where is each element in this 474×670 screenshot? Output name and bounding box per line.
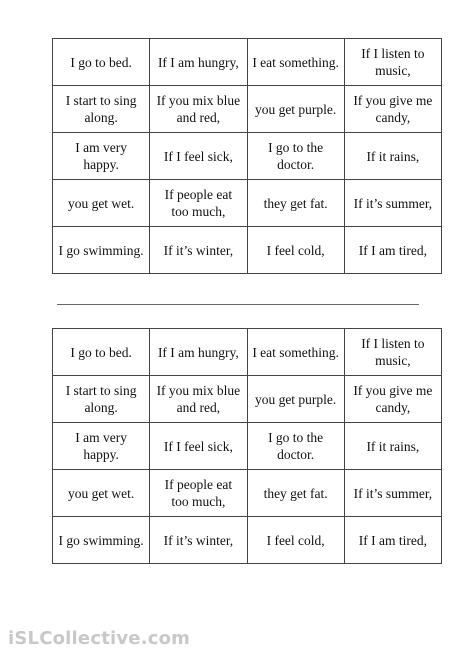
- card-text: I am very happy.: [75, 430, 127, 462]
- card-cell: [247, 423, 344, 470]
- card-cell: [247, 86, 344, 133]
- card-cell: [344, 376, 441, 423]
- cut-line: [57, 304, 419, 305]
- card-text: If I am hungry,: [157, 54, 239, 70]
- card-text: If I feel sick,: [163, 148, 233, 164]
- card-row: [53, 39, 442, 86]
- card-text: If you give me candy,: [353, 93, 433, 125]
- card-cell: [150, 470, 247, 517]
- card-text: If you give me candy,: [353, 383, 433, 415]
- card-text: If it’s winter,: [163, 242, 234, 258]
- card-text: I feel cold,: [266, 532, 325, 548]
- card-cell: [150, 133, 247, 180]
- card-grid-bottom: [53, 329, 442, 564]
- card-text: I eat something.: [252, 54, 339, 70]
- card-cell: [247, 470, 344, 517]
- card-text: I go to the doctor.: [268, 140, 324, 172]
- card-text: If I listen to music,: [361, 336, 425, 368]
- card-text: they get fat.: [263, 485, 328, 501]
- card-text: you get wet.: [67, 485, 135, 501]
- card-text: If I am tired,: [358, 242, 427, 258]
- card-cell: [344, 470, 441, 517]
- card-cell: [150, 86, 247, 133]
- card-text: If I am hungry,: [157, 344, 239, 360]
- card-cell: [150, 39, 247, 86]
- card-cell: [53, 470, 150, 517]
- card-cell: [53, 86, 150, 133]
- card-text: I go to the doctor.: [268, 430, 324, 462]
- card-cell: [53, 329, 150, 376]
- card-text: I feel cold,: [266, 242, 325, 258]
- card-row: [53, 470, 442, 517]
- card-row: [53, 376, 442, 423]
- card-text: they get fat.: [263, 195, 328, 211]
- card-row: [53, 517, 442, 564]
- card-cell: [247, 180, 344, 227]
- card-cell: [247, 133, 344, 180]
- card-cell: [53, 180, 150, 227]
- card-cell: [247, 39, 344, 86]
- card-text: I go to bed.: [70, 54, 132, 70]
- card-text: If it’s winter,: [163, 532, 234, 548]
- card-cell: [53, 376, 150, 423]
- card-text: If I feel sick,: [163, 438, 233, 454]
- card-cell: [247, 517, 344, 564]
- card-text: If it rains,: [366, 438, 420, 454]
- card-cell: [344, 39, 441, 86]
- card-text: I start to sing along.: [65, 93, 137, 125]
- card-cell: [150, 227, 247, 274]
- card-row: [53, 329, 442, 376]
- card-text: If it’s summer,: [353, 195, 433, 211]
- card-cell: [150, 329, 247, 376]
- card-cell: [53, 133, 150, 180]
- card-text: If I am tired,: [358, 532, 427, 548]
- card-text: you get wet.: [67, 195, 135, 211]
- card-cell: [344, 517, 441, 564]
- card-cell: [344, 329, 441, 376]
- card-table-top: [52, 38, 442, 274]
- card-cell: [150, 517, 247, 564]
- card-cell: [344, 133, 441, 180]
- card-text: If it rains,: [366, 148, 420, 164]
- card-cell: [150, 376, 247, 423]
- card-cell: [344, 423, 441, 470]
- card-text: If I listen to music,: [361, 46, 425, 78]
- card-cell: [344, 227, 441, 274]
- card-text: If it’s summer,: [353, 485, 433, 501]
- card-text: If people eat too much,: [164, 187, 233, 219]
- card-cell: [53, 39, 150, 86]
- card-row: [53, 423, 442, 470]
- card-text: you get purple.: [254, 391, 337, 407]
- card-cell: [53, 423, 150, 470]
- site-watermark: iSLCollective.com: [8, 628, 191, 649]
- card-cell: [344, 86, 441, 133]
- card-text: I eat something.: [252, 344, 339, 360]
- card-text: you get purple.: [254, 101, 337, 117]
- card-cell: [247, 227, 344, 274]
- card-text: If you mix blue and red,: [156, 383, 241, 415]
- card-text: I go swimming.: [58, 242, 144, 258]
- card-row: [53, 86, 442, 133]
- card-cell: [53, 517, 150, 564]
- card-row: [53, 227, 442, 274]
- card-cell: [150, 423, 247, 470]
- card-text: I go swimming.: [58, 532, 144, 548]
- card-row: [53, 133, 442, 180]
- card-cell: [247, 329, 344, 376]
- card-text: I go to bed.: [70, 344, 132, 360]
- card-text: I am very happy.: [75, 140, 127, 172]
- card-row: [53, 180, 442, 227]
- card-text: If you mix blue and red,: [156, 93, 241, 125]
- card-cell: [150, 180, 247, 227]
- card-cell: [53, 227, 150, 274]
- card-cell: [247, 376, 344, 423]
- card-cell: [344, 180, 441, 227]
- card-table-bottom: [52, 328, 442, 564]
- card-text: I start to sing along.: [65, 383, 137, 415]
- card-grid-top: [53, 39, 442, 274]
- card-text: If people eat too much,: [164, 477, 233, 509]
